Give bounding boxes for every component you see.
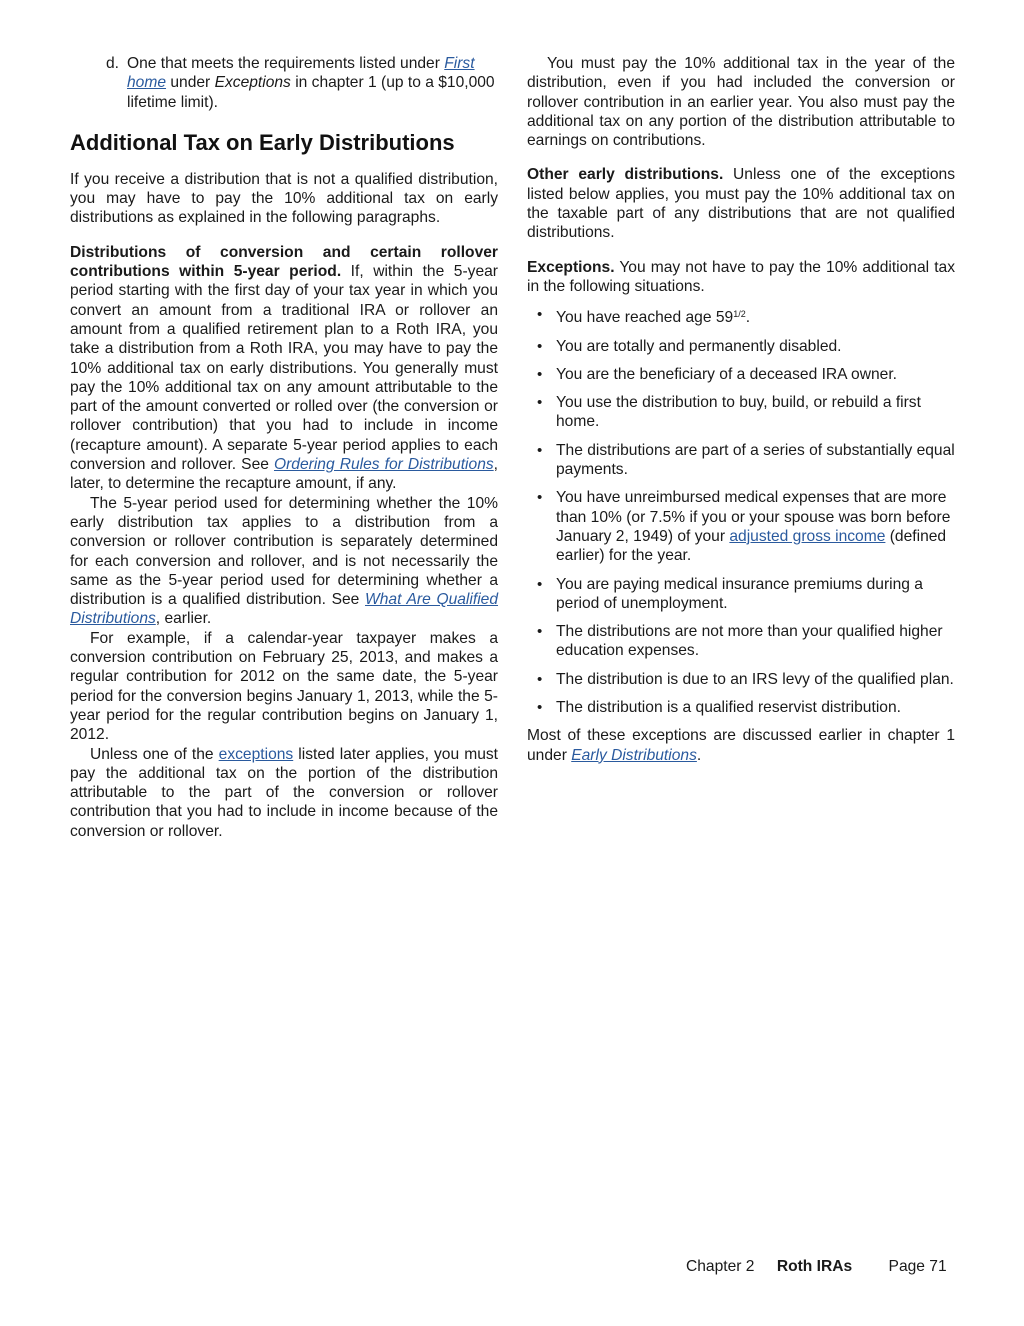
list-item-d-text bbox=[127, 54, 498, 112]
link-exceptions[interactable]: exceptions bbox=[218, 745, 294, 763]
list-item bbox=[527, 305, 955, 327]
text-run: You may not have to pay the 10% additional tax in the following situations. bbox=[527, 258, 955, 295]
list-item-text: The distributions are part of a series of substantially equal payments. bbox=[556, 441, 955, 479]
must-pay-paragraph: You must pay the 10% additional tax in the year of the distribution, even if you had included the conversion or rollover contribution in an earlier year. You also must pay the additional tax on any portion of the distribution attributable to earnings on contributions. bbox=[527, 55, 955, 150]
text-run: . bbox=[745, 309, 751, 327]
example-paragraph: For example, if a calendar-year taxpayer makes a conversion contribution on February 25, 2013, and makes a regular contribution for 2012 on the same date, the 5-year period for the conversion begins January 1, 2013, while the 5-year period for the regular contribution begins on January 1, 2012. bbox=[70, 629, 498, 744]
exceptions-list bbox=[527, 305, 955, 717]
list-item bbox=[527, 441, 955, 480]
text-run: , earlier. bbox=[155, 610, 212, 628]
list-item-text: You are totally and permanently disabled. bbox=[556, 337, 842, 355]
list-item bbox=[527, 670, 955, 689]
right-column bbox=[527, 54, 955, 765]
bullet-icon: • bbox=[537, 441, 543, 459]
conversion-lead: Distributions of conversion and certain rollover contributions within 5-year period. bbox=[70, 243, 498, 281]
bullet-icon: • bbox=[537, 394, 543, 412]
left-column bbox=[70, 54, 498, 841]
text-run: listed later applies, you must pay the additional tax on the portion of the distribution attributable to the part of the conversion or rollover contribution that you had to include in income because of the conversion or rollover. bbox=[70, 745, 498, 840]
footer-title: Roth IRAs bbox=[776, 1258, 853, 1275]
list-item-text bbox=[556, 488, 955, 565]
list-item-text: The distribution is a qualified reservist distribution. bbox=[556, 699, 901, 717]
list-item-text: You are the beneficiary of a deceased IRA owner. bbox=[556, 365, 897, 383]
intro-paragraph: If you receive a distribution that is not a qualified distribution, you may have to pay the 10% additional tax on early distributions as explained in the following paragraphs. bbox=[70, 170, 498, 227]
bullet-icon: • bbox=[537, 489, 543, 507]
link-ordering-rules[interactable]: Ordering Rules for Distributions bbox=[273, 456, 494, 474]
list-item-text: The distribution is due to an IRS levy of the qualified plan. bbox=[556, 670, 954, 688]
bullet-icon: • bbox=[537, 337, 543, 355]
other-distributions-lead: Other early distributions. bbox=[527, 166, 724, 184]
link-first-home[interactable]: First home bbox=[127, 55, 475, 92]
list-item-d bbox=[70, 54, 498, 112]
text-run: in chapter 1 (up to a $10,000 lifetime limit). bbox=[127, 74, 495, 111]
link-qualified-distributions[interactable]: What Are Qualified Distributions bbox=[70, 591, 499, 628]
unless-paragraph bbox=[70, 745, 498, 841]
five-year-paragraph bbox=[70, 494, 498, 629]
text-run: Most of these exceptions are discussed earlier in chapter 1 under bbox=[527, 727, 955, 764]
section-heading: Additional Tax on Early Distributions bbox=[70, 129, 455, 155]
text-run: Unless one of the exceptions listed below applies, you must pay the 10% additional tax on the taxable part of any distributions that are not qualified distributions. bbox=[527, 166, 955, 242]
bullet-icon: • bbox=[537, 670, 543, 688]
exceptions-lead: Exceptions. bbox=[527, 258, 615, 276]
text-run: One that meets the requirements listed under bbox=[127, 55, 445, 72]
list-item-text: You use the distribution to buy, build, or rebuild a first home. bbox=[556, 394, 921, 431]
bullet-icon: • bbox=[537, 365, 543, 383]
text-run: under bbox=[166, 74, 215, 92]
fraction-half: 1/2 bbox=[733, 309, 746, 320]
bullet-icon: • bbox=[537, 623, 543, 641]
list-item bbox=[527, 622, 955, 661]
list-item bbox=[527, 365, 955, 384]
footer-page-number: Page 71 bbox=[888, 1258, 947, 1275]
link-early-distributions[interactable]: Early Distributions bbox=[571, 746, 697, 764]
list-item bbox=[527, 337, 955, 356]
list-item bbox=[527, 393, 955, 432]
other-distributions-paragraph bbox=[527, 165, 955, 242]
bullet-icon: • bbox=[537, 575, 543, 593]
text-run: You have reached age 59 bbox=[556, 309, 734, 327]
conversion-paragraph bbox=[70, 243, 498, 494]
text-run: , later, to determine the recapture amount, if any. bbox=[70, 456, 499, 493]
text-run: If, within the 5-year period starting with the first day of your tax year in which you convert an amount from a traditional IRA or rollover an amount from a qualified retirement plan to a Roth IRA, you take a distribution from a Roth IRA, you may have to pay the 10% additional tax on early distributions. You generally must pay the 10% additional tax on any amount attributable to the part of the amount converted or rolled over (the conversion or rollover contribution) that you had to include in income (recapture amount). A separate 5-year period applies to each conversion and rollover. See bbox=[70, 263, 498, 474]
link-adjusted-gross-income[interactable]: adjusted gross income bbox=[729, 527, 886, 545]
list-item bbox=[527, 488, 955, 565]
bullet-icon: • bbox=[537, 699, 543, 717]
text-run: The 5-year period used for determining whether the 10% early distribution tax applies to a distribution from a conversion or rollover contribution is separately determined for each conversion and rollover, and is not necessarily the same as the 5-year period used for determining whether a distribution is a qualified distribution. See bbox=[70, 494, 498, 609]
page-footer bbox=[686, 1257, 947, 1276]
list-item bbox=[527, 698, 955, 717]
list-item bbox=[527, 575, 955, 614]
footer-chapter: Chapter 2 bbox=[686, 1258, 755, 1275]
italic-exceptions: Exceptions bbox=[214, 74, 291, 92]
list-item-text: You are paying medical insurance premiums during a period of unemployment. bbox=[556, 575, 923, 612]
text-run: You have unreimbursed medical expenses that are more than 10% (or 7.5% if you or your spouse was born before January 2, 1949) of your bbox=[556, 489, 951, 545]
list-item-text bbox=[556, 305, 955, 327]
exceptions-paragraph bbox=[527, 258, 955, 297]
text-run: Unless one of the bbox=[90, 745, 219, 763]
text-run: (defined earlier) for the year. bbox=[556, 527, 947, 565]
most-exceptions-paragraph bbox=[527, 726, 955, 765]
list-item-text: The distributions are not more than your qualified higher education expenses. bbox=[556, 623, 943, 660]
list-marker: d. bbox=[106, 55, 120, 72]
text-run: . bbox=[696, 746, 702, 764]
bullet-icon: • bbox=[537, 306, 543, 324]
